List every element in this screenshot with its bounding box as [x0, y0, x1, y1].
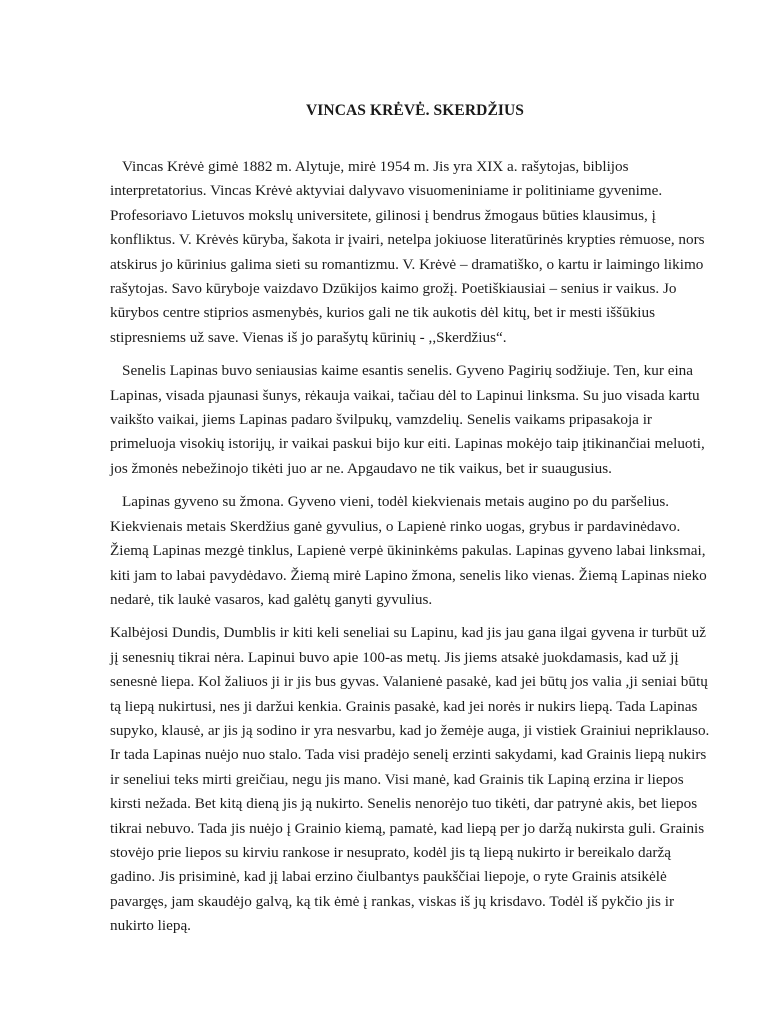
paragraph-biography: Vincas Krėvė gimė 1882 m. Alytuje, mirė 1954 m. Jis yra XIX a. rašytojas, biblijos interpretatorius. Vincas Krėvė aktyviai dalyvavo visuomeniniame ir politiniame gyvenime. Profesoriavo Lietuvos mokslų universitete, gilinosi į bendrus žmogaus būties klausimus, į konfliktus. V. Krėvės kūryba, šakota ir įvairi, netelpa jokiuose literatūrinės krypties rėmuose, nors atskirus jo kūrinius galima sieti su romantizmu. V. Krėvė – dramatiško, o kartu ir laimingo likimo rašytojas. Savo kūryboje vaizdavo Dzūkijos kaimo grožį. Poetiškiausiai – senius ir vaikus. Jo kūrybos centre stiprios asmenybės, kurios gali ne tik aukotis dėl kitų, bet ir mesti iššūkius stipresniems už save. Vienas iš jo parašytų kūrinių - ,,Skerdžius“. — [110, 158, 705, 346]
document-title: VINCAS KRĖVĖ. SKERDŽIUS — [305, 102, 525, 119]
paragraph-linden-tree: Kalbėjosi Dundis, Dumblis ir kiti keli seneliai su Lapinu, kad jis jau gana ilgai gyvena ir turbūt už jį senesnių tikrai nėra. Lapinui buvo apie 100-as metų. Jis jiems atsakė juokdamasis, kad už jį senesnė liepa. Kol žaliuos ji ir jis bus gyvas. Valanienė pasakė, kad jei būtų jos valia ,ji seniai būtų tą liepą nukirtusi, nes ji daržui kenkia. Grainis pasakė, kad jei norės ir nukirs liepą. Tada Lapinas supyko, klausė, ar jis ją sodino ir yra nesvarbu, kad jo žemėje auga, ji vistiek Grainiui nepriklauso. Ir tada Lapinas nuėjo nuo stalo. Tada visi pradėjo senelį erzinti sakydami, kad Grainis liepą nukirs ir seneliui teks mirti greičiau, negu jis mano. Visi manė, kad Grainis tik Lapiną erzina ir liepos kirsti nežada. Bet kitą dieną jis ją nukirto. Senelis nenorėjo tuo tikėti, dar patrynė akis, bet liepos tikrai nebuvo. Tada jis nuėjo į Grainio kiemą, pamatė, kad liepą per jo daržą nukirsta guli. Grainis stovėjo prie liepos su kirviu rankose ir nesuprato, kodėl jis tą liepą nukirto ir bereikalo daržą gadino. Jis prisiminė, kad jį labai erzino čiulbantys paukščiai liepoje, o ryte Grainis atsikėlė pavargęs, jam skaudėjo galvą, ką tik ėmė į rankas, viskas iš jų krisdavo. Todėl iš pykčio jis ir nukirto liepą. — [110, 624, 710, 935]
paragraph-lapinas-wife: Lapinas gyveno su žmona. Gyveno vieni, todėl kiekvienais metais augino po du paršelius. Kiekvienais metais Skerdžius ganė gyvulius, o Lapienė rinko uogas, grybus ir pardavinėdavo. Žiemą Lapinas mezgė tinklus, Lapienė verpė ūkininkėms pakulas. Lapinas gyveno labai linksmai, kiti jam to labai pavydėdavo. Žiemą mirė Lapino žmona, senelis liko vienas. Žiemą Lapinas nieko nedarė, tik laukė vasaros, kad galėtų ganyti gyvulius. — [110, 493, 707, 608]
document-body — [110, 155, 714, 939]
paragraph-lapinas-intro: Senelis Lapinas buvo seniausias kaime esantis senelis. Gyveno Pagirių sodžiuje. Ten, kur eina Lapinas, visada pjaunasi šunys, rėkauja vaikai, tačiau dėl to Lapinui linksma. Su juo visada kartu vaikšto vaikai, jiems Lapinas padaro švilpukų, vamzdelių. Senelis vaikams pripasakoja ir primeluoja visokių istorijų, ir vaikai paskui bijo kur eiti. Lapinas mokėjo taip įtikinančiai meluoti, jos žmonės nebežinojo tikėti juo ar ne. Apgaudavo ne tik vaikus, bet ir suaugusius. — [110, 362, 705, 477]
